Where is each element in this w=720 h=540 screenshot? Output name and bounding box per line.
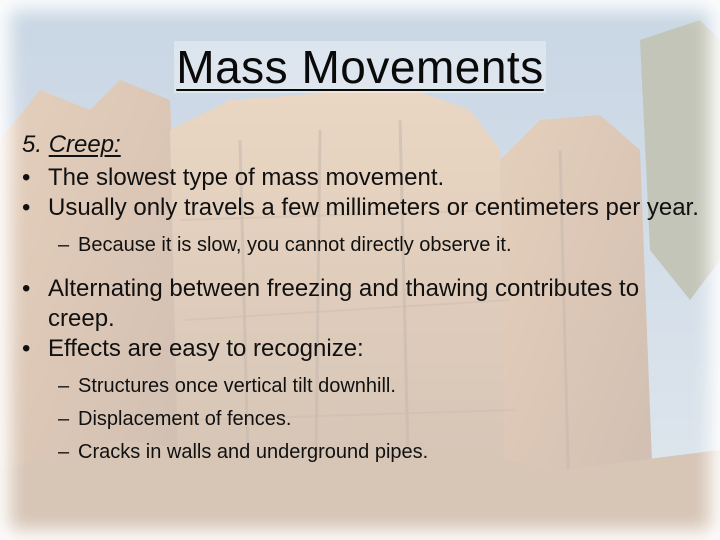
bullet-marker: • (22, 194, 31, 221)
bullet-item (22, 163, 702, 193)
section-number: 5. (22, 131, 43, 158)
sub-bullet-marker: – (58, 408, 70, 430)
bullet-item (22, 193, 702, 223)
sub-bullet-text: Because it is slow, you cannot directly observe it. (78, 234, 512, 256)
section-heading (22, 131, 702, 159)
sub-bullet-item (22, 229, 702, 262)
bullet-text: Alternating between freezing and thawing contributes to creep. (48, 275, 640, 332)
bullet-text: Effects are easy to recognize: (48, 335, 364, 362)
slide-title (0, 40, 720, 94)
sub-bullet-item (22, 403, 702, 436)
slide-body (22, 131, 702, 469)
bullet-item (22, 334, 702, 364)
sub-bullet-marker: – (58, 441, 70, 463)
sub-bullet-text: Cracks in walls and underground pipes. (78, 441, 429, 463)
bullet-text: Usually only travels a few millimeters or centimeters per year. (48, 194, 699, 221)
sub-bullet-marker: – (58, 375, 70, 397)
sub-bullet-item (22, 370, 702, 403)
sub-bullet-text: Displacement of fences. (78, 408, 292, 430)
bullet-text: The slowest type of mass movement. (48, 164, 445, 191)
slide-title-text: Mass Movements (176, 41, 544, 93)
bullet-marker: • (22, 335, 31, 362)
section-heading-word: Creep: (48, 131, 121, 158)
sub-bullet-marker: – (58, 234, 70, 256)
sub-bullet-text: Structures once vertical tilt downhill. (78, 375, 396, 397)
bullet-marker: • (22, 164, 31, 191)
bullet-item (22, 274, 702, 334)
sub-bullet-item (22, 436, 702, 469)
bullet-marker: • (22, 275, 31, 302)
